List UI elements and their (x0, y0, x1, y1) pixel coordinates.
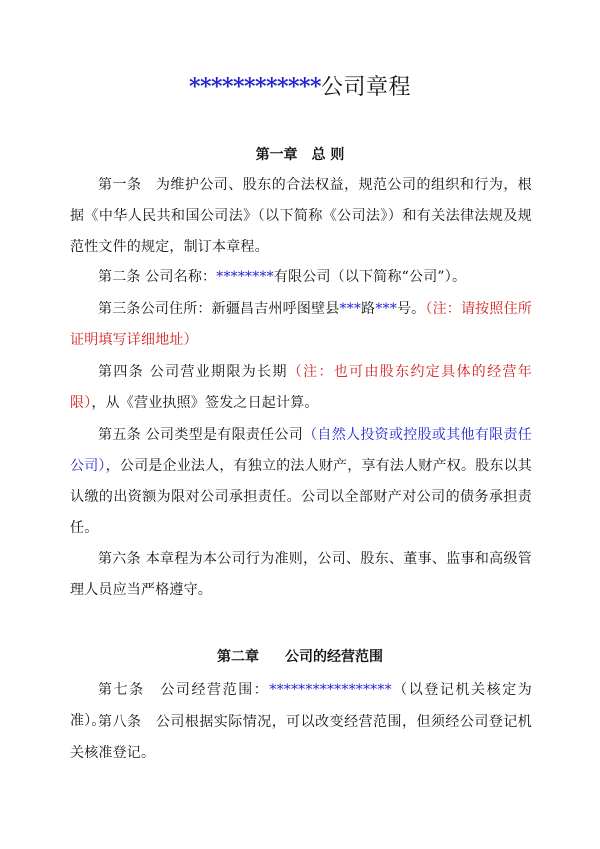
article-lead: 第五条 公司类型是有限责任公司 (98, 427, 304, 443)
article-tail: ，公司是企业法人，有独立的法人财产，享有法人财产权。股东以其认缴的出资额为限对公司承担责任。公司以全部财产对公司的债务承担责任。 (70, 458, 532, 536)
article-tail: 有限公司（以下简称“公司”）。 (273, 269, 467, 285)
article-4 (70, 357, 532, 419)
masked-number: *** (375, 301, 397, 317)
chapter-heading-2 (0, 646, 600, 666)
article-lead: 第七条 公司经营范围： (98, 682, 270, 698)
article-text: 第八条 公司根据实际情况，可以改变经营范围，但须经公司登记机关核准登记。 (70, 714, 532, 761)
masked-company-name: ******** (216, 269, 274, 285)
article-2 (70, 262, 532, 293)
address-note: （注：请按照住所证明填写详细地址） (70, 301, 532, 348)
article-lead: 第二条 公司名称： (98, 269, 217, 285)
article-8 (70, 707, 532, 769)
article-6 (70, 544, 532, 606)
title-suffix: 公司章程 (321, 75, 412, 100)
article-1 (70, 170, 532, 263)
masked-road: *** (339, 301, 362, 317)
chapter-heading-1 (0, 144, 600, 164)
term-note: （注：也可由股东约定具体的经营年限） (70, 364, 532, 411)
article-text: 第六条 本章程为本公司行为准则，公司、股东、董事、监事和高级管理人员应当严格遵守。 (70, 551, 532, 598)
article-text: 第一条 为维护公司、股东的合法权益，规范公司的组织和行为，根据《中华人民共和国公司法》（以下简称《公司法》）和有关法律法规及规范性文件的规定，制订本章程。 (70, 177, 532, 255)
article-5 (70, 420, 532, 544)
title-masked-company-name: ************ (188, 74, 322, 100)
chapter-number: 第一章 (255, 147, 298, 163)
chapter-name: 公司的经营范围 (285, 649, 383, 665)
article-tail: ，从《营业执照》签发之日起计算。 (91, 395, 319, 411)
article-tail: （以登记机关核定为准）。 (70, 682, 532, 729)
article-lead: 第四条 公司营业期限为长期 (98, 364, 288, 380)
masked-business-scope: ***************** (269, 682, 392, 698)
article-lead: 第三条公司住所：新疆昌吉州呼图壁县 (98, 301, 340, 317)
company-type-note: （自然人投资或控股或其他有限责任公司） (70, 427, 532, 474)
article-3 (70, 294, 532, 356)
chapter-number: 第二章 (217, 649, 259, 665)
article-mid: 路 (361, 301, 376, 317)
document-title (0, 70, 600, 101)
chapter-name: 总 则 (311, 147, 345, 163)
article-tail: 号。 (396, 301, 426, 317)
